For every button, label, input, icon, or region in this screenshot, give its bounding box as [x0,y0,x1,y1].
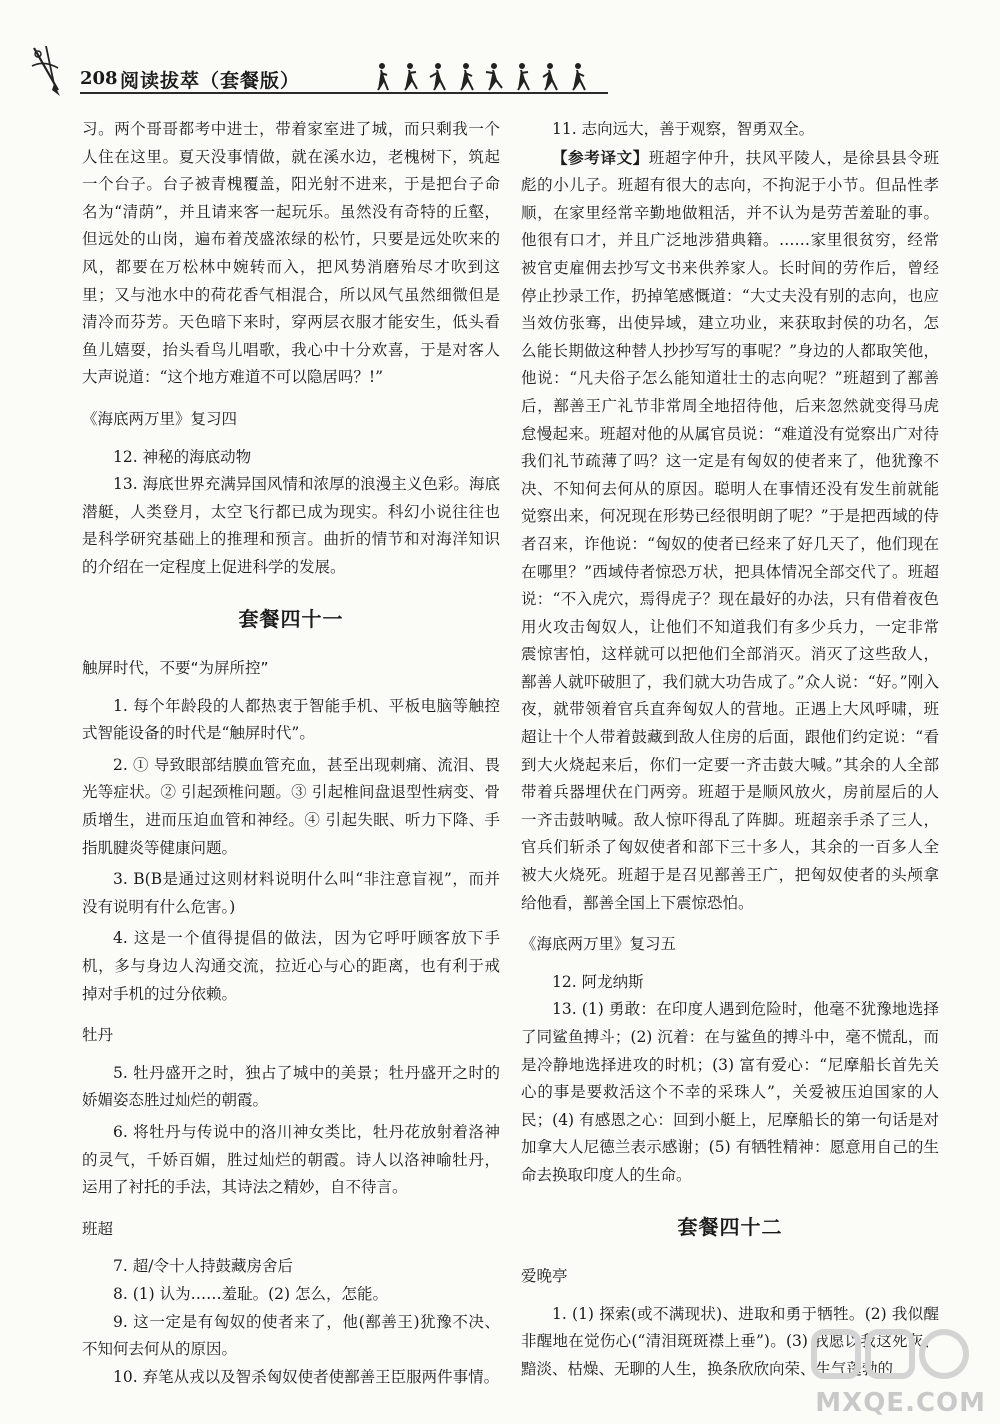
answer-item: 1. (1) 探索(或不满现状)、进取和勇于牺牲。(2) 我似醒非醒地在觉伤心(“清泪斑斑襟上垂”)。(3) 我愿以我这死灰、黯淡、枯燥、无聊的人生，换条欣欣向荣、生气蓬勃的 [521,1304,939,1378]
runners-decoration-icon [372,60,612,94]
intro-paragraph: 习。两个哥哥都考中进士，带着家室进了城，而只剩我一个人住在这里。夏天没事情做，就在溪水边，老槐树下，筑起一个台子。台子被青槐覆盖，阳光射不进来，于是把台子命名为“清荫”，并且请来客一起玩乐。虽然没有奇特的丘壑，但远处的山岗，遍布着茂盛浓绿的松竹，只要是远处吹来的风，都要在万松林中婉转而入，把风势消磨殆尽才吹到这里；又与池水中的荷花香气相混合，所以风气虽然细微但是清冷而芬芳。天色暗下来时，穿两层衣服才能安生，低头看鱼儿嬉耍，抬头看鸟儿唱歌，我心中十分欢喜，于是对客人大声说道：“这个地方难道不可以隐居吗？!” [82,120,500,387]
answer-item: 1. 每个年龄段的人都热衷于智能手机、平板电脑等触控式智能设备的时代是“触屏时代”。 [82,696,500,743]
section-title-peony: 牡丹 [82,1026,114,1045]
heading-set-41: 套餐四十一 [238,606,344,631]
reference-label: 【参考译文】 [552,147,649,167]
section-title-ban-chao: 班超 [82,1219,114,1238]
answer-item: 7. 超/令十人持鼓藏房舍后 [113,1257,293,1276]
answer-item: 8. (1) 认为……羞耻。(2) 怎么，怎能。 [113,1284,388,1303]
reference-translation [521,144,939,918]
right-column [521,116,939,1384]
answer-item: 12. 阿龙纳斯 [552,972,644,991]
book-title: 阅读拔萃（套餐版） [120,70,301,92]
answer-item: 6. 将牡丹与传说中的洛川神女类比，牡丹花放射着洛神的灵气，千娇百媚，胜过灿烂的朝霞。诗人以洛神喻牡丹，运用了衬托的手法，其诗法之精妙，自不待言。 [82,1123,500,1197]
reference-text: 班超字仲升，扶风平陵人，是徐县县令班彪的小儿子。班超有很大的志向，不拘泥于小节。但品性孝顺，在家里经常辛勤地做粗活，并不认为是劳苦羞耻的事。他很有口才，并且广泛地涉猎典籍。……家里很贫穷，经常被官吏雇佣去抄写文书来供养家人。长时间的劳作后，曾经停止抄录工作，扔掉笔感慨道：“大丈夫没有别的志向，也应当效仿张骞，出使异域，建立功业，来获取封侯的功名，怎么能长期做这种替人抄抄写写的事呢？”身边的人都取笑他，他说：“凡夫俗子怎么能知道壮士的志向呢？”班超到了鄯善后，鄯善王广礼节非常周全地招待他，后来忽然就变得马虎怠慢起来。班超对他的从属官员说：“难道没有觉察出广对待我们礼节疏薄了吗？这一定是有匈奴的使者来了，他犹豫不决、不知何去何从的原因。聪明人在事情还没有发生前就能觉察出来，何况现在形势已经很明朗了呢？”于是把西域的侍者召来，诈他说：“匈奴的使者已经来了好几天了，他们现在在哪里？”西域侍者惊恐万状，把具体情况全部交代了。班超说：“不入虎穴，焉得虎子？现在最好的办法，只有借着夜色用火攻击匈奴人，让他们不知道我们有多少兵力，一定非常震惊害怕，这样就可以把他们全部消灭。消灭了这些敌人，鄯善人就吓破胆了，我们就大功告成了。”众人说：“好。”刚入夜，就带领着官兵直奔匈奴人的营地。正遇上大风呼啸，班超让十个人带着鼓藏到敌人住房的后面，跟他们约定说：“看到大火烧起来后，你们一定要一齐击鼓大喊。”其余的人全部带着兵器埋伏在门两旁。班超于是顺风放火，房前屋后的人一齐击鼓呐喊。敌人惊吓得乱了阵脚。班超亲手杀了三人，官兵们斩杀了匈奴使者和部下三十多人，其余的一百多人全被大火烧死。班超于是召见鄯善王广，把匈奴使者的头颅拿给他看，鄯善全国上下震惊恐怕。 [521,148,939,912]
answer-item: 2. ① 导致眼部结膜血管充血，甚至出现刺痛、流泪、畏光等症状。② 引起颈椎问题。③ 引起椎间盘退型性病变、骨质增生，进而压迫血管和神经。④ 引起失眠、听力下降、手指肌腱炎等健康问题。 [82,755,500,857]
watermark-site: MXQE.COM [815,1388,986,1418]
answer-item: 3. B(B是通过这则材料说明什么叫“非注意盲视”，而并没有说明有什么危害。) [82,870,500,916]
page-header [28,40,608,98]
header-rule [80,92,608,94]
section-title-aiwan-pavilion: 爱晚亭 [521,1267,568,1286]
answer-item: 11. 志向远大，善于观察，智勇双全。 [552,120,815,138]
answer-item: 13. (1) 勇敢：在印度人遇到危险时，他毫不犹豫地选择了同鲨鱼搏斗；(2) 沉着：在与鲨鱼的搏斗中，毫不慌乱，而是冷静地选择进攻的时机；(3) 富有爱心：“尼摩船长首先关心的事是要救活这个不幸的采珠人”，关爱被压迫国家的人民；(4) 有感恩之心：回到小艇上，尼摩船长的第一句话是对加拿大人尼德兰表示感谢；(5) 有牺牲精神：愿意用自己的生命去换取印度人的生命。 [521,1000,939,1184]
answer-item: 10. 弃笔从戎以及智杀匈奴使者使鄯善王臣服两件事情。 [113,1367,500,1386]
answer-item: 4. 这是一个值得提倡的做法，因为它呼吁顾客放下手机，多与身边人沟通交流，拉近心与心的距离，也有利于戒掉对手机的过分依赖。 [82,929,500,1003]
answer-item: 5. 牡丹盛开之时，独占了城中的美景；牡丹盛开之时的娇媚姿态胜过灿烂的朝霞。 [82,1063,500,1110]
answer-item: 12. 神秘的海底动物 [113,447,252,466]
section-title-review-5: 《海底两万里》复习五 [521,935,677,954]
section-title-review-4: 《海底两万里》复习四 [82,409,238,428]
section-title-touchscreen: 触屏时代，不要“为屏所控” [82,659,269,678]
answer-item: 9. 这一定是有匈奴的使者来了，他(鄯善王)犹豫不决、不知何去何从的原因。 [82,1312,500,1359]
heading-set-42: 套餐四十二 [677,1214,783,1239]
page-number: 208 [80,68,118,89]
left-column [82,116,500,1391]
answer-item: 13. 海底世界充满异国风情和浓厚的浪漫主义色彩。海底潜艇，人类登月，太空飞行都已成为现实。科幻小说往往也是科学研究基础上的推理和预言。曲折的情节和对海洋知识的介绍在一定程度上促进科学的发展。 [82,475,500,576]
